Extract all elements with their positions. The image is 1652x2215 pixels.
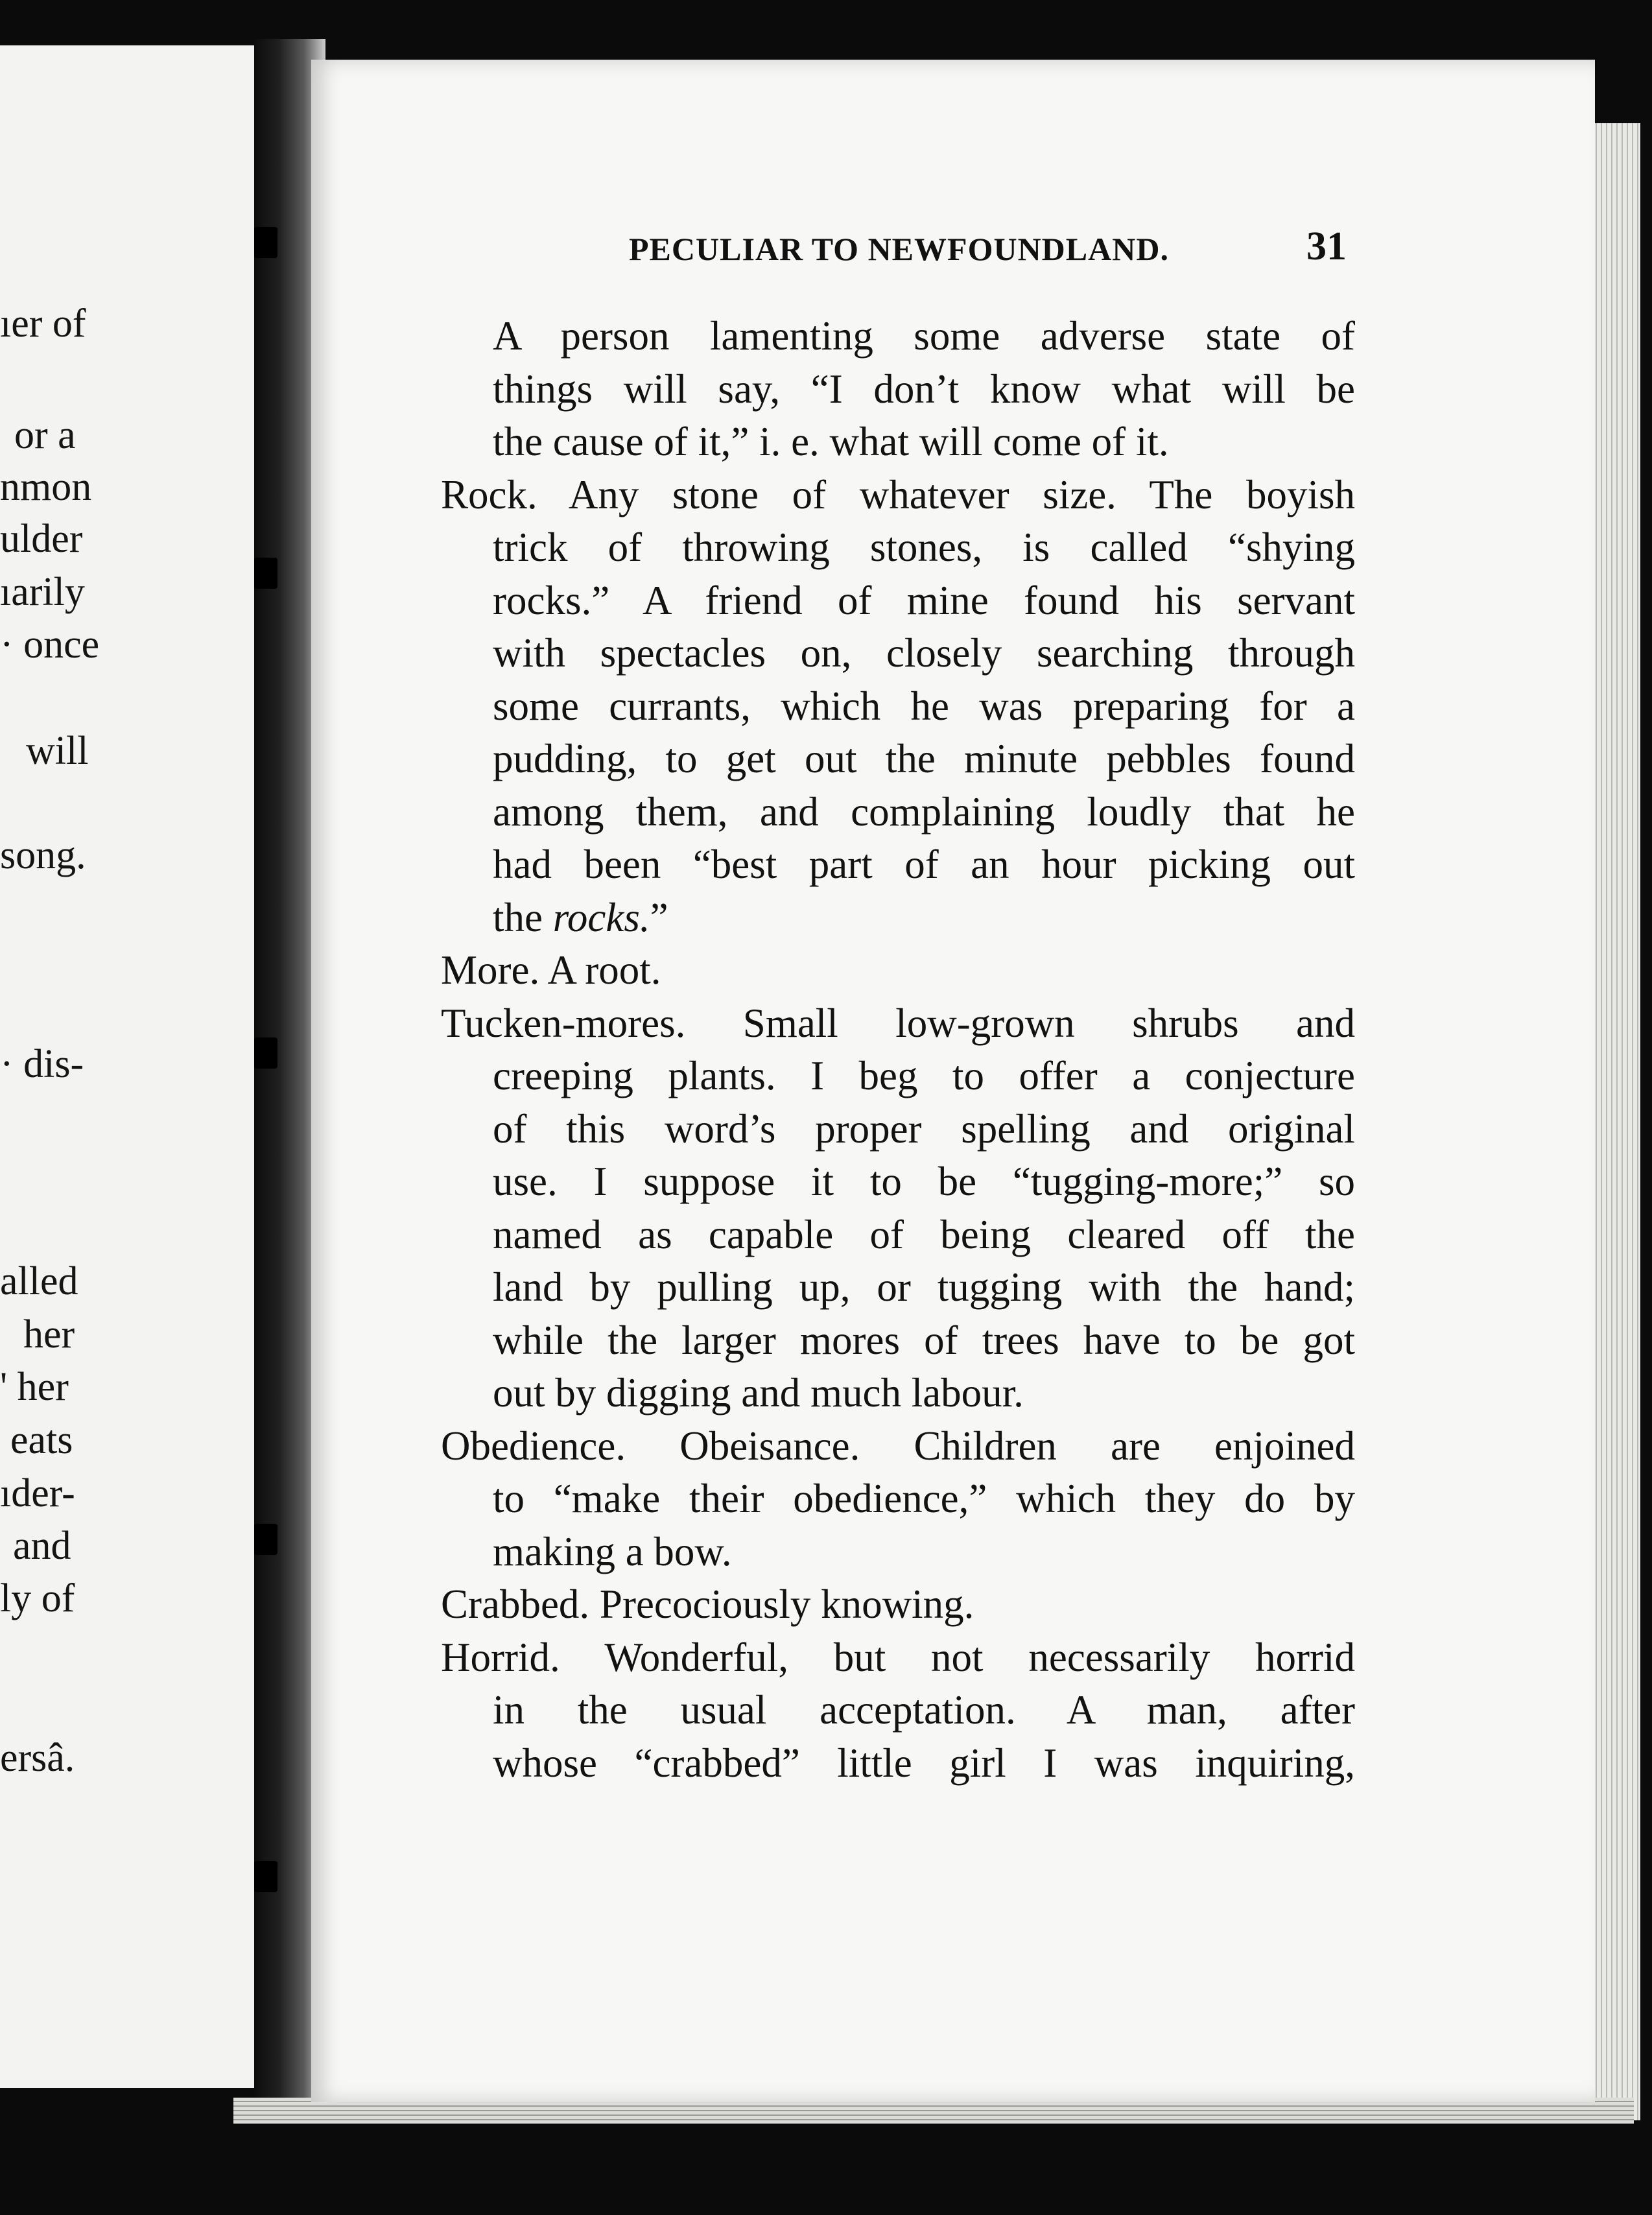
left-page-fragment: nmon [0, 465, 92, 509]
entry-first-line: Horrid. Wonderful, but not necessarily horrid [441, 1634, 1355, 1680]
entry-continuation-line: had been “best part of an hour picking out [493, 842, 1355, 887]
body-text [441, 310, 1355, 1790]
entry-first-line: Rock. Any stone of whatever size. The boyish [441, 471, 1355, 517]
entry-continuation-line: land by pulling up, or tugging with the hand; [493, 1264, 1355, 1310]
entry-first-line: Tucken-mores. Small low-grown shrubs and [441, 1000, 1355, 1046]
left-page-fragment: alled [0, 1259, 78, 1303]
entry-continuation-line: the rocks.” [493, 894, 668, 940]
page-edges-right [1592, 123, 1640, 2120]
entry-continuation-line: in the usual acceptation. A man, after [493, 1687, 1355, 1733]
entry-continuation-line: creeping plants. I beg to offer a conjecture [493, 1053, 1355, 1098]
entry-continuation-line: named as capable of being cleared off the [493, 1211, 1355, 1257]
entry-continuation-line: while the larger mores of trees have to be got [493, 1317, 1355, 1363]
left-page-fragment: · dis- [0, 1042, 84, 1086]
left-page-fragment: · once [0, 622, 100, 667]
entry-continuation-line: making a bow. [493, 1528, 732, 1574]
left-facing-page [0, 45, 258, 2088]
left-page-fragment: and [13, 1524, 71, 1568]
entry-first-line: More. A root. [441, 947, 661, 993]
entry-continuation-line: use. I suppose it to be “tugging-more;” so [493, 1159, 1355, 1204]
binding-stitch [254, 1861, 277, 1892]
left-page-fragment: will [26, 729, 89, 773]
left-page-fragment: ersâ. [0, 1736, 75, 1780]
left-page-fragment: ulder [0, 517, 83, 561]
entry-continuation-line: pudding, to get out the minute pebbles found [493, 736, 1355, 781]
entry-continuation-line: the cause of it,” i. e. what will come of it. [493, 419, 1169, 464]
entry-continuation-line: out by digging and much labour. [493, 1370, 1024, 1415]
left-page-fragment: her [23, 1312, 75, 1356]
entry-continuation-line: among them, and complaining loudly that he [493, 788, 1355, 835]
left-page-fragment: ly of [0, 1576, 75, 1620]
entry-continuation-line: things will say, “I don’t know what will be [493, 366, 1355, 412]
binding-stitch [254, 227, 277, 258]
running-head: PECULIAR TO NEWFOUNDLAND. [629, 231, 1169, 267]
entry-continuation-line: trick of throwing stones, is called “shying [493, 525, 1355, 570]
entry-continuation-line: some currants, which he was preparing for a [493, 683, 1355, 729]
binding-stitch [254, 1524, 277, 1555]
left-page-fragment: ıer of [0, 302, 86, 346]
left-page-fragment: eats [10, 1418, 73, 1462]
left-page-fragment: ıder- [0, 1471, 75, 1515]
binding-stitch [254, 558, 277, 589]
entry-continuation-line: A person lamenting some adverse state of [493, 313, 1355, 359]
left-page-fragment: song. [0, 833, 86, 877]
page-number: 31 [1306, 224, 1347, 268]
left-page-fragment: ' her [0, 1365, 69, 1409]
entry-continuation-line: to “make their obedience,” which they do by [493, 1476, 1355, 1521]
entry-first-line: Crabbed. Precociously knowing. [441, 1581, 974, 1627]
left-page-fragment: or a [14, 413, 76, 457]
entry-continuation-line: whose “crabbed” little girl I was inquiring, [493, 1740, 1355, 1786]
binding-stitch [254, 1037, 277, 1069]
entry-continuation-line: of this word’s proper spelling and original [493, 1106, 1355, 1152]
entry-first-line: Obedience. Obeisance. Children are enjoined [441, 1423, 1355, 1469]
left-page-fragment: ıarily [0, 570, 85, 614]
entry-continuation-line: rocks.” A friend of mine found his servant [493, 577, 1355, 623]
entry-continuation-line: with spectacles on, closely searching through [493, 630, 1355, 676]
